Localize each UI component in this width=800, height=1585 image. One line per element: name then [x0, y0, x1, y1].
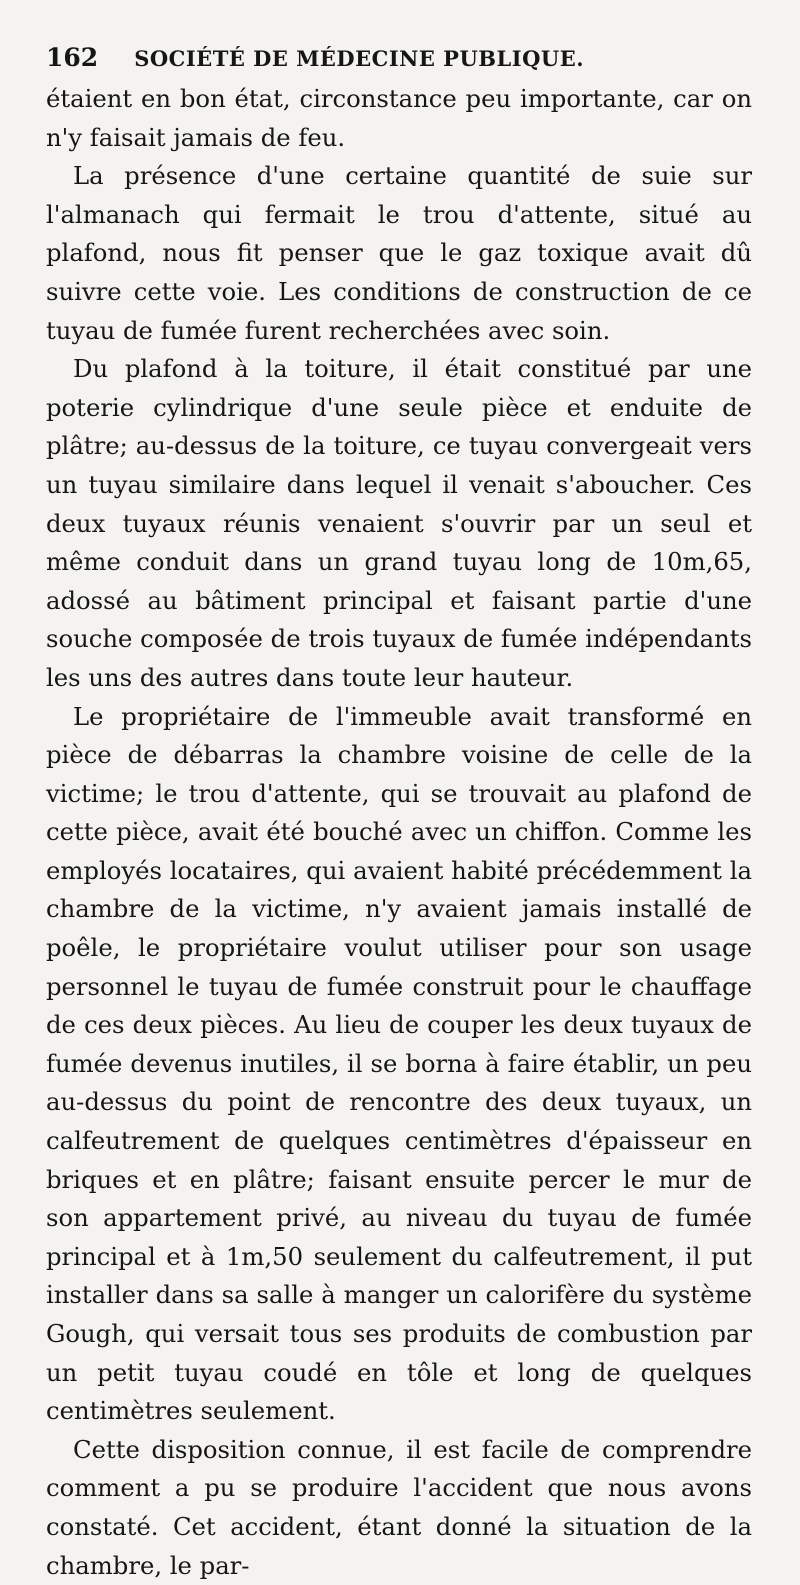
paragraph-1: étaient en bon état, circonstance peu importante, car on n'y faisait jamais de feu.	[46, 84, 752, 152]
body-text	[46, 80, 752, 1585]
paragraph-5: Cette disposition connue, il est facile de comprendre comment a pu se produire l'accident que nous avons constaté. Cet accident, étant donné la situation de la chambre, le par-	[46, 1434, 752, 1580]
paragraph-2: La présence d'une certaine quantité de suie sur l'almanach qui fermait le trou d'attente, situé au plafond, nous fit penser que le gaz toxique avait dû suivre cette voie. Les conditions de construction de ce tuyau de fumée furent recherchées avec soin.	[46, 161, 752, 345]
paragraph-3: Du plafond à la toiture, il était constitué par une poterie cylindrique d'une seule pièce et enduite de plâtre; au-dessus de la toiture, ce tuyau convergeait vers un tuyau similaire dans lequel il venait s'aboucher. Ces deux tuyaux réunis venaient s'ouvrir par un seul et même conduit dans un grand tuyau long de 10m,65, adossé au bâtiment principal et faisant partie d'une souche composée de trois tuyaux de fumée indépendants les uns des autres dans toute leur hauteur.	[46, 354, 752, 692]
journal-title: SOCIÉTÉ DE MÉDECINE PUBLIQUE.	[134, 46, 585, 71]
running-head	[46, 36, 752, 80]
paragraph-4: Le propriétaire de l'immeuble avait transformé en pièce de débarras la chambre voisine de celle de la victime; le trou d'attente, qui se trouvait au plafond de cette pièce, avait été bouché avec un chiffon. Comme les employés locataires, qui avaient habité précédemment la chambre de la victime, n'y avaient jamais installé de poêle, le propriétaire voulut utiliser pour son usage personnel le tuyau de fumée construit pour le chauffage de ces deux pièces. Au lieu de couper les deux tuyaux de fumée devenus inutiles, il se borna à faire établir, un peu au-dessus du point de rencontre des deux tuyaux, un calfeutrement de quelques centimètres d'épaisseur en briques et en plâtre; faisant ensuite percer le mur de son appartement privé, au niveau du tuyau de fumée principal et à 1m,50 seulement du calfeutrement, il put installer dans sa salle à manger un calorifère du système Gough, qui versait tous ses produits de combustion par un petit tuyau coudé en tôle et long de quelques centimètres seulement.	[46, 701, 752, 1426]
page-number: 162	[46, 43, 99, 72]
